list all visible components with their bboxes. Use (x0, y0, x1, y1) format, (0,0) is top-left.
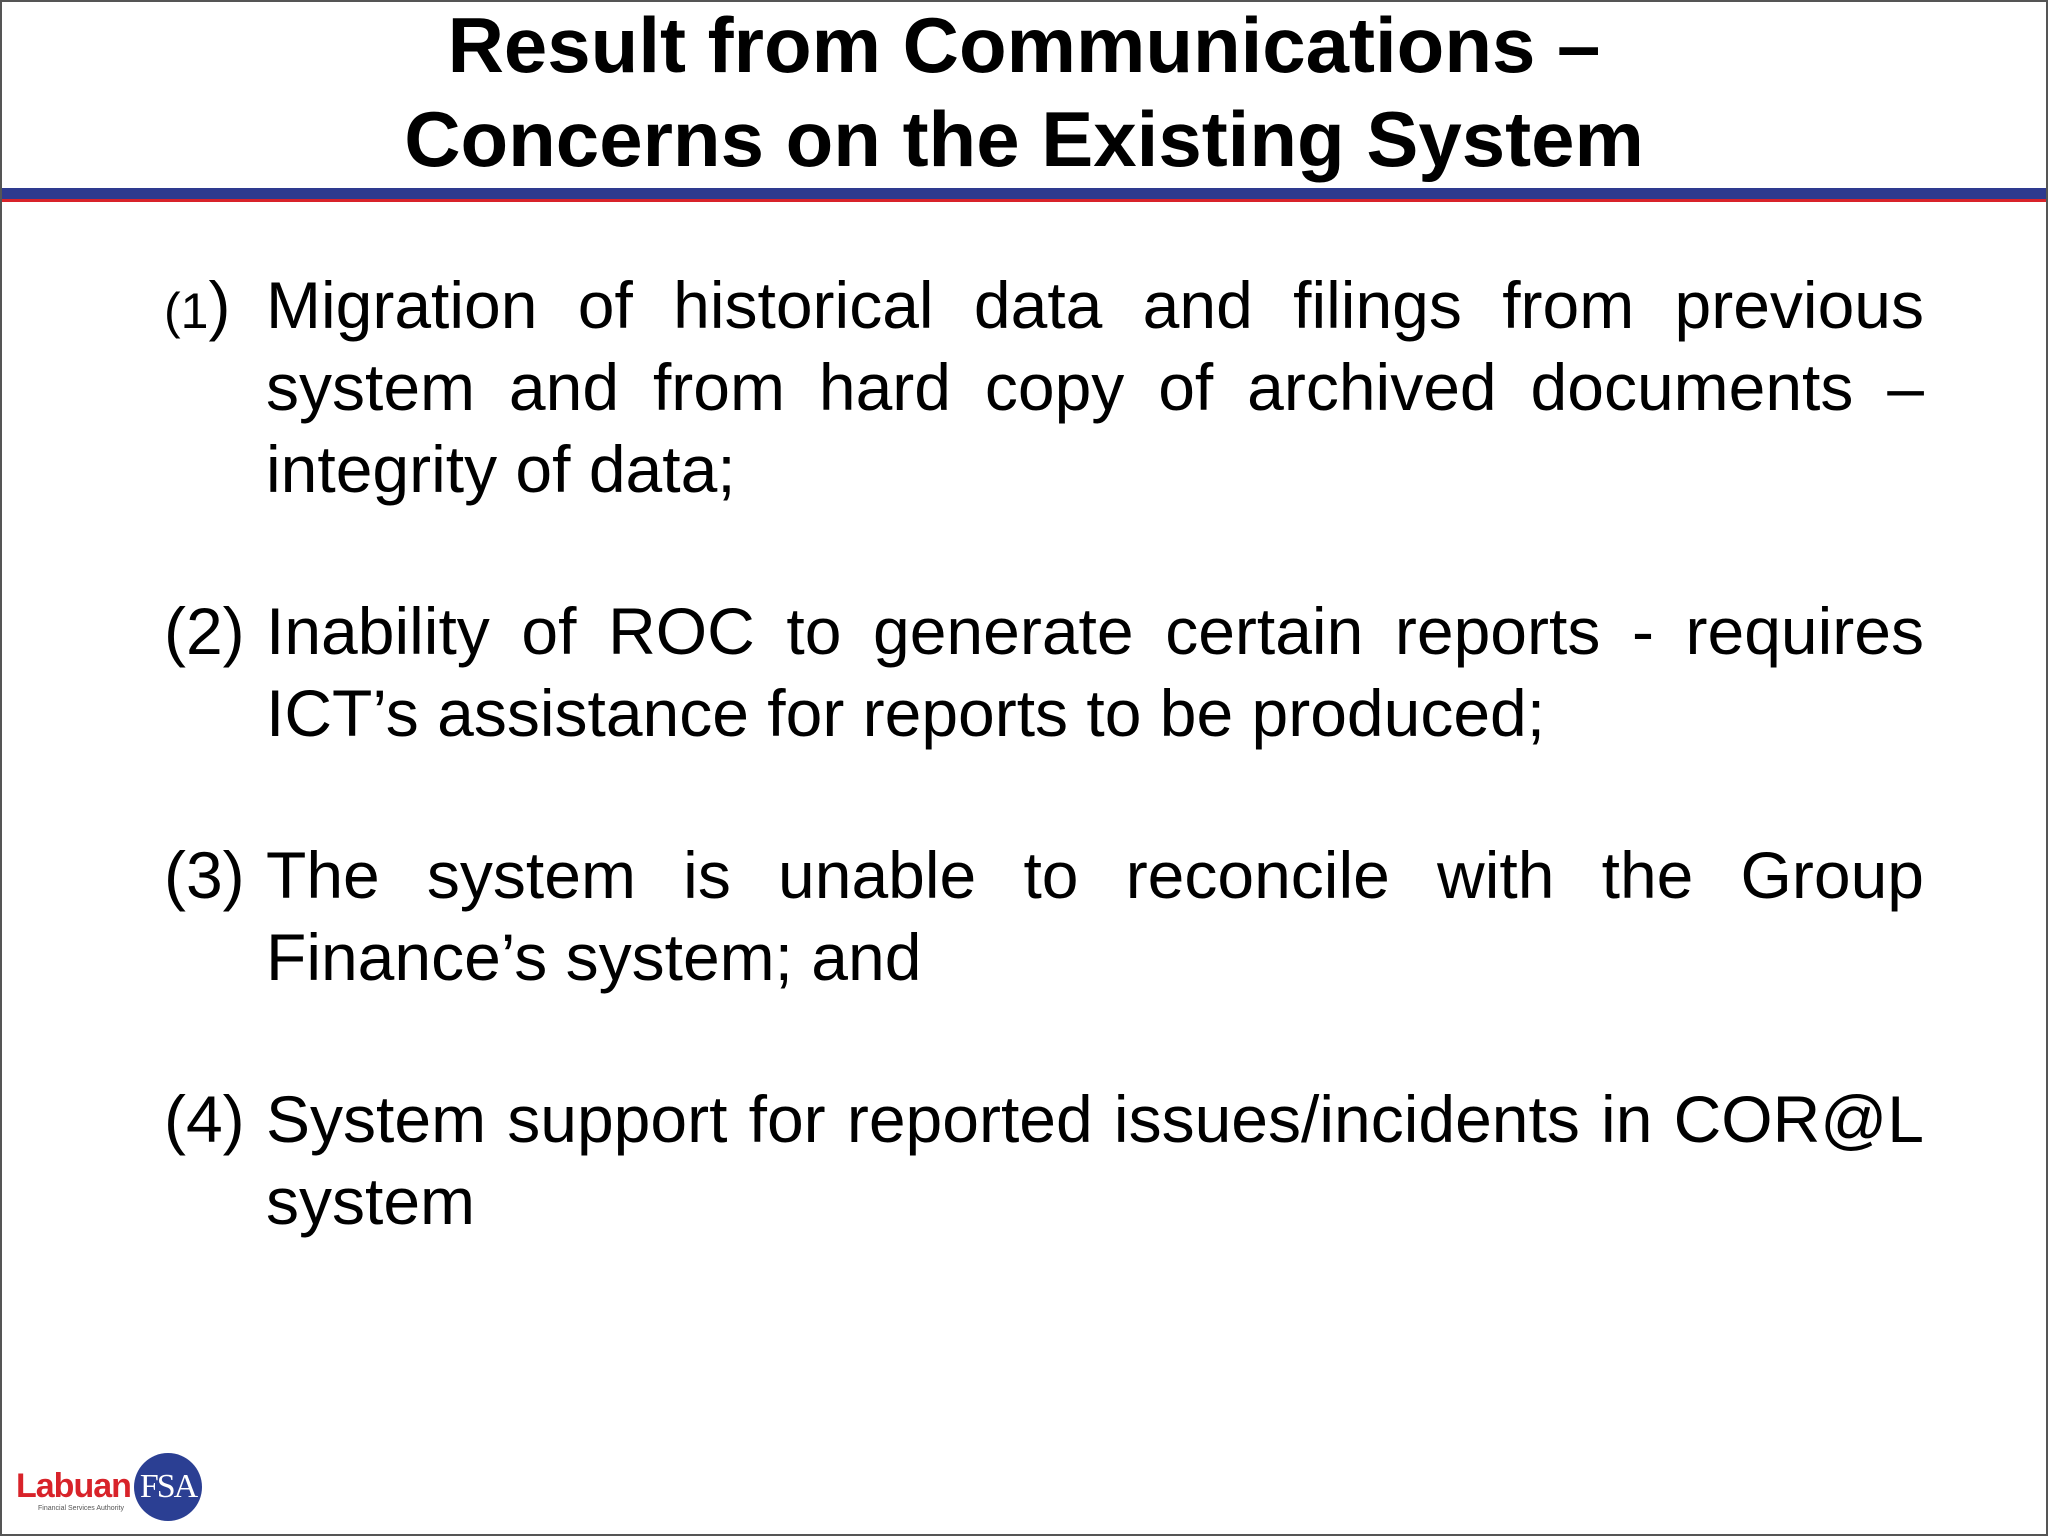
item-text: System support for reported issues/incidents in COR@L system (266, 1082, 1924, 1238)
item-number-close: ) (208, 268, 231, 342)
divider-blue-band (2, 188, 2046, 199)
logo-tagline: Financial Services Authority (38, 1505, 124, 1512)
item-number: (3) (164, 838, 245, 912)
list-item (164, 264, 1924, 510)
concerns-list (164, 264, 1924, 1322)
item-text: Inability of ROC to generate certain reports - requires ICT’s assistance for reports to be produced; (266, 594, 1924, 750)
title-divider (2, 188, 2046, 204)
item-number: (2) (164, 594, 245, 668)
item-text: The system is unable to reconcile with the Group Finance’s system; and (266, 838, 1924, 994)
labuan-fsa-logo (16, 1453, 196, 1525)
list-item (164, 834, 1924, 998)
list-item (164, 590, 1924, 754)
logo-wordmark: Labuan (16, 1467, 131, 1505)
item-number (164, 264, 266, 352)
item-text: Migration of historical data and filings from previous system and from hard copy of archived documents – integrity of data; (266, 268, 1924, 506)
list-item (164, 1078, 1924, 1242)
divider-red-line (2, 199, 2046, 202)
item-number: (4) (164, 1082, 245, 1156)
title-line-2: Concerns on the Existing System (404, 95, 1644, 183)
slide-title (2, 2, 2046, 188)
logo-seal-icon: FSA (134, 1453, 202, 1521)
title-line-1: Result from Communications – (447, 1, 1601, 89)
item-number-open: (1 (164, 283, 209, 339)
